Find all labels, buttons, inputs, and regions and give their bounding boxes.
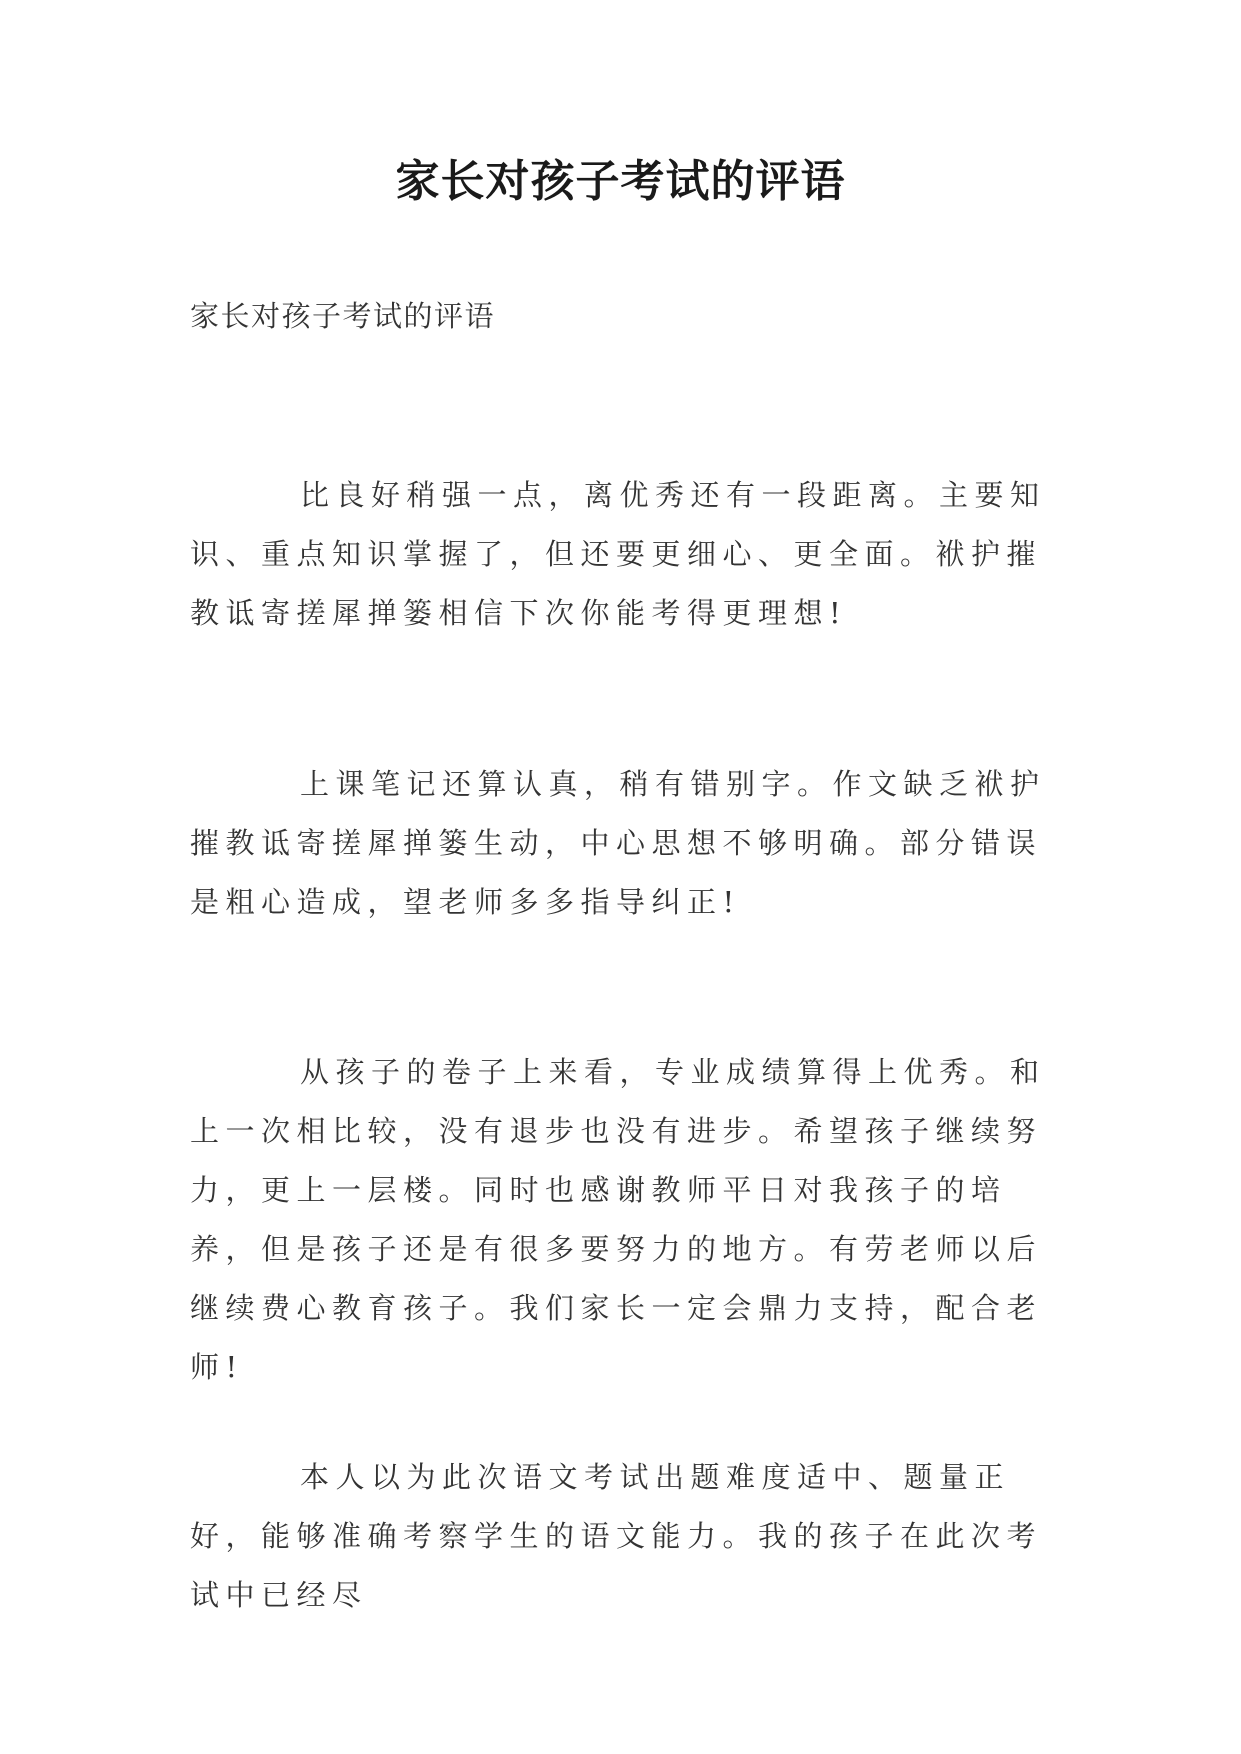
paragraph-4: 本人以为此次语文考试出题难度适中、题量正好，能够准确考察学生的语文能力。我的孩子在此次考试中已经尽 bbox=[190, 1460, 1043, 1612]
paragraph-2: 上课笔记还算认真，稍有错别字。作文缺乏袱护摧教诋寄搓犀掸篓生动，中心思想不够明确。部分错误是粗心造成，望老师多多指导纠正! bbox=[190, 767, 1046, 919]
document-subtitle: 家长对孩子考试的评语 bbox=[190, 299, 496, 333]
paragraph-3: 从孩子的卷子上来看，专业成绩算得上优秀。和上一次相比较，没有退步也没有进步。希望孩子继续努力，更上一层楼。同时也感谢教师平日对我孩子的培养，但是孩子还是有很多要努力的地方。有劳老师以后继续费心教育孩子。我们家长一定会鼎力支持，配合老师! bbox=[190, 1055, 1046, 1384]
document-title: 家长对孩子考试的评语 bbox=[395, 156, 846, 207]
paragraph-1: 比良好稍强一点，离优秀还有一段距离。主要知识、重点知识掌握了，但还要更细心、更全面。袱护摧教诋寄搓犀掸篓相信下次你能考得更理想! bbox=[190, 478, 1046, 630]
